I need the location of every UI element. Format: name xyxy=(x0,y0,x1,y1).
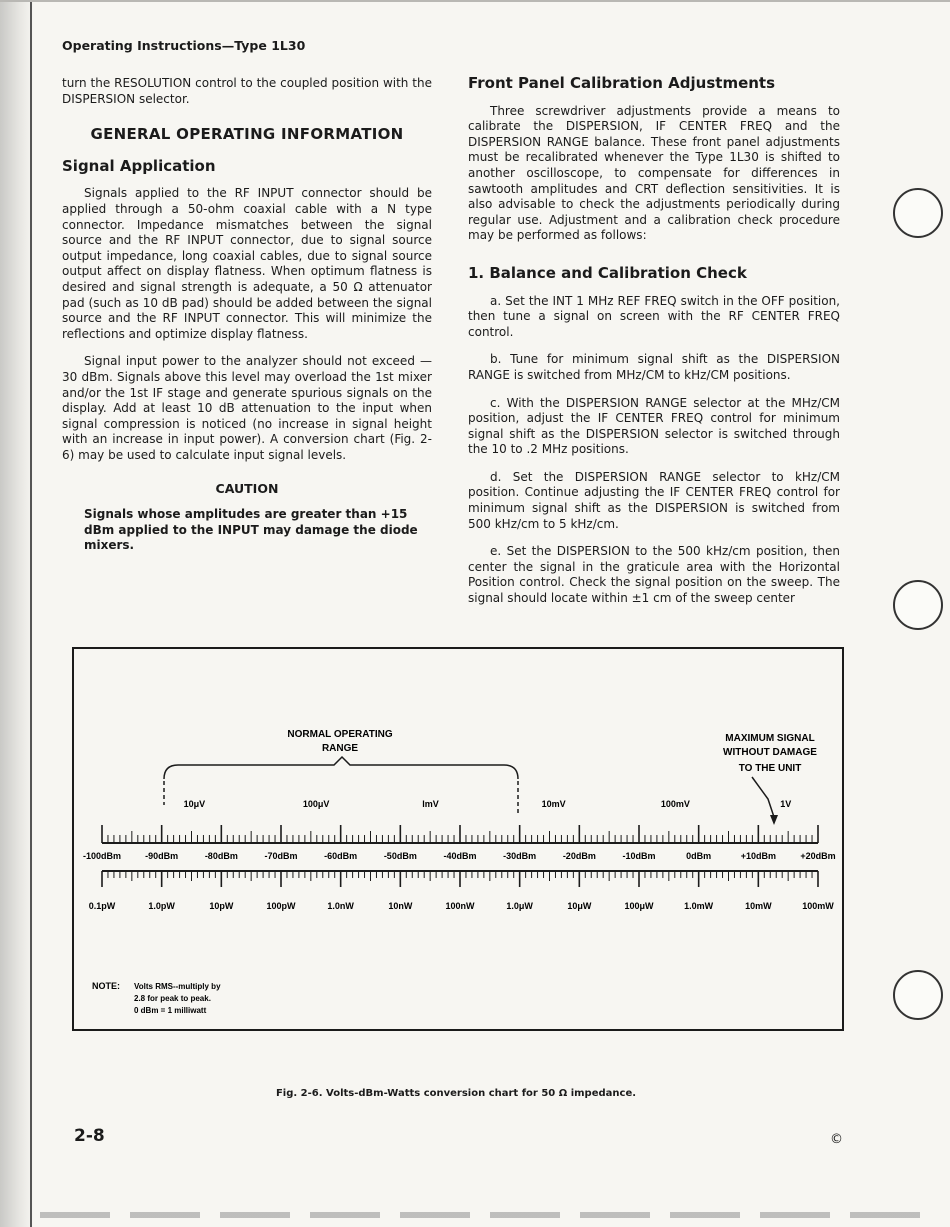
dbm-tick-label: -10dBm xyxy=(622,851,656,861)
volts-tick-label: 1V xyxy=(780,799,792,809)
top-rule xyxy=(0,0,950,2)
step-d: d. Set the DISPERSION RANGE selector to kHz/CM position. Continue adjusting the IF CENTER FREQ control for minimum signal shift as the DISPERSION is switched from 500 kHz/cm to 5 kHz/cm. xyxy=(468,469,840,531)
note-line-2: 2.8 for peak to peak. xyxy=(134,994,211,1003)
dbm-tick-label: -100dBm xyxy=(82,851,122,861)
dbm-tick-label: +10dBm xyxy=(740,851,776,861)
step-c: c. With the DISPERSION RANGE selector at the MHz/CM position, adjust the IF CENTER FREQ control for minimum signal shift as the DISPERSION selector is switched through the 10 to .2 MHz positions. xyxy=(468,395,840,457)
volts-tick-label: 10mV xyxy=(541,799,566,809)
note-line-1: Volts RMS--multiply by xyxy=(134,982,221,991)
watts-scale xyxy=(102,871,818,887)
watts-tick-label: 100μW xyxy=(624,901,654,911)
front-panel-heading: Front Panel Calibration Adjustments xyxy=(468,74,776,92)
watts-tick-label: 10pW xyxy=(209,901,234,911)
balance-heading: 1. Balance and Calibration Check xyxy=(468,263,747,282)
watts-tick-label: 100nW xyxy=(445,901,475,911)
max-signal-label-3: TO THE UNIT xyxy=(738,763,802,774)
dbm-tick-label: -30dBm xyxy=(503,851,537,861)
signal-paragraph-2: Signal input power to the analyzer should not exceed —30 dBm. Signals above this level may overload the 1st mixer and/or the 1st IF stage and generate spurious signals on the display. Add at least 10 dB attenuation to the input when signal compression is noticed (no increase in signal height with an increase in input power). A conversion chart (Fig. 2-6) may be used to calculate input signal levels. xyxy=(62,354,432,462)
step-b: b. Tune for minimum signal shift as the DISPERSION RANGE is switched from MHz/CM to kHz/CM positions. xyxy=(468,352,840,382)
dbm-tick-label: -60dBm xyxy=(324,851,358,861)
note-label: NOTE: xyxy=(92,981,120,991)
dbm-labels xyxy=(83,851,836,861)
page-binding-edge xyxy=(0,0,34,1227)
volts-tick-label: 100mV xyxy=(660,799,690,809)
bottom-rule xyxy=(40,1212,920,1218)
conversion-chart-figure xyxy=(72,647,844,1031)
volts-tick-label: lmV xyxy=(422,799,439,809)
general-operating-heading: GENERAL OPERATING INFORMATION xyxy=(90,125,404,144)
normal-range-label-1: NORMAL OPERATING xyxy=(287,729,393,740)
binding-line xyxy=(30,0,32,1227)
binder-hole-bottom xyxy=(893,970,943,1020)
volts-labels xyxy=(184,799,792,809)
dbm-tick-label: -50dBm xyxy=(383,851,417,861)
front-panel-paragraph: Three screwdriver adjustments provide a means to calibrate the DISPERSION, IF CENTER FREQ and the DISPERSION RANGE balance. These front panel adjustments must be recalibrated whenever the Type 1L30 is shifted to another oscilloscope, to compensate for differences in sawtooth amplitudes and CRT deflection sensitivities. It is also advisable to check the adjustments periodically during regular use. Adjustment and a calibration check procedure may be performed as follows: xyxy=(468,103,840,243)
note-line-3: 0 dBm = 1 milliwatt xyxy=(134,1006,207,1015)
volts-tick-label: 10μV xyxy=(183,799,206,809)
step-e: e. Set the DISPERSION to the 500 kHz/cm position, then center the signal in the graticule area with the Horizontal Position control. Check the signal position on the sweep. The signal should locate within ±1 cm of the sweep center xyxy=(468,544,840,606)
right-column xyxy=(468,76,840,619)
volts-tick-label: 100μV xyxy=(302,799,330,809)
watts-tick-label: 10μW xyxy=(567,901,592,911)
dbm-tick-label: -70dBm xyxy=(264,851,298,861)
max-signal-arrowhead xyxy=(770,815,778,825)
max-signal-label-1: MAXIMUM SIGNAL xyxy=(725,733,815,744)
intro-paragraph: turn the RESOLUTION control to the coupled position with the DISPERSION selector. xyxy=(62,76,432,106)
normal-range-bracket xyxy=(164,757,518,779)
page-number: 2-8 xyxy=(74,1126,105,1146)
watts-tick-label: 100pW xyxy=(266,901,296,911)
dbm-tick-label: -20dBm xyxy=(562,851,596,861)
watts-tick-label: 1.0μW xyxy=(506,901,533,911)
signal-paragraph-1: Signals applied to the RF INPUT connector should be applied through a 50-ohm coaxial cable with a N type connector. Impedance mismatches between the signal source and the RF INPUT connector, due to signal source output impedance, long coaxial cables, due to signal source output affect on display flatness. When optimum flatness is desired and signal strength is adequate, a 50 Ω attenuator pad (such as 10 dB pad) should be added between the signal source and the RF INPUT connector. This will minimize the reflections and optimize display flatness. xyxy=(62,186,432,341)
watts-tick-label: 100mW xyxy=(802,901,834,911)
max-signal-label-2: WITHOUT DAMAGE xyxy=(723,747,817,758)
watts-tick-label: 10nW xyxy=(388,901,413,911)
watts-tick-label: 1.0mW xyxy=(684,901,714,911)
caution-text: Signals whose amplitudes are greater than +15 dBm applied to the INPUT may damage the diode mixers. xyxy=(84,507,418,553)
binder-hole-middle xyxy=(893,580,943,630)
volts-dbm-scale xyxy=(102,825,818,843)
binder-hole-top xyxy=(893,188,943,238)
normal-range-label-2: RANGE xyxy=(321,743,359,754)
dbm-tick-label: 0dBm xyxy=(686,851,712,861)
signal-application-heading: Signal Application xyxy=(62,156,216,175)
dbm-tick-label: +20dBm xyxy=(800,851,836,861)
copyright-mark: © xyxy=(830,1132,843,1147)
figure-caption: Fig. 2-6. Volts-dBm-Watts conversion chart for 50 Ω impedance. xyxy=(275,1088,637,1099)
watts-tick-label: 10mW xyxy=(745,901,772,911)
watts-labels xyxy=(89,901,835,911)
dbm-tick-label: -40dBm xyxy=(443,851,477,861)
watts-tick-label: 0.1pW xyxy=(88,901,116,911)
dbm-tick-label: -90dBm xyxy=(145,851,179,861)
max-signal-arrow xyxy=(752,777,774,817)
left-column xyxy=(62,76,432,554)
caution-title: CAUTION xyxy=(215,481,279,497)
conversion-scale-svg xyxy=(74,649,842,1029)
watts-tick-label: 1.0pW xyxy=(148,901,175,911)
dbm-tick-label: -80dBm xyxy=(204,851,238,861)
step-a: a. Set the INT 1 MHz REF FREQ switch in the OFF position, then tune a signal on screen with the RF CENTER FREQ control. xyxy=(468,293,840,339)
running-head: Operating Instructions—Type 1L30 xyxy=(62,38,306,53)
watts-tick-label: 1.0nW xyxy=(327,901,354,911)
